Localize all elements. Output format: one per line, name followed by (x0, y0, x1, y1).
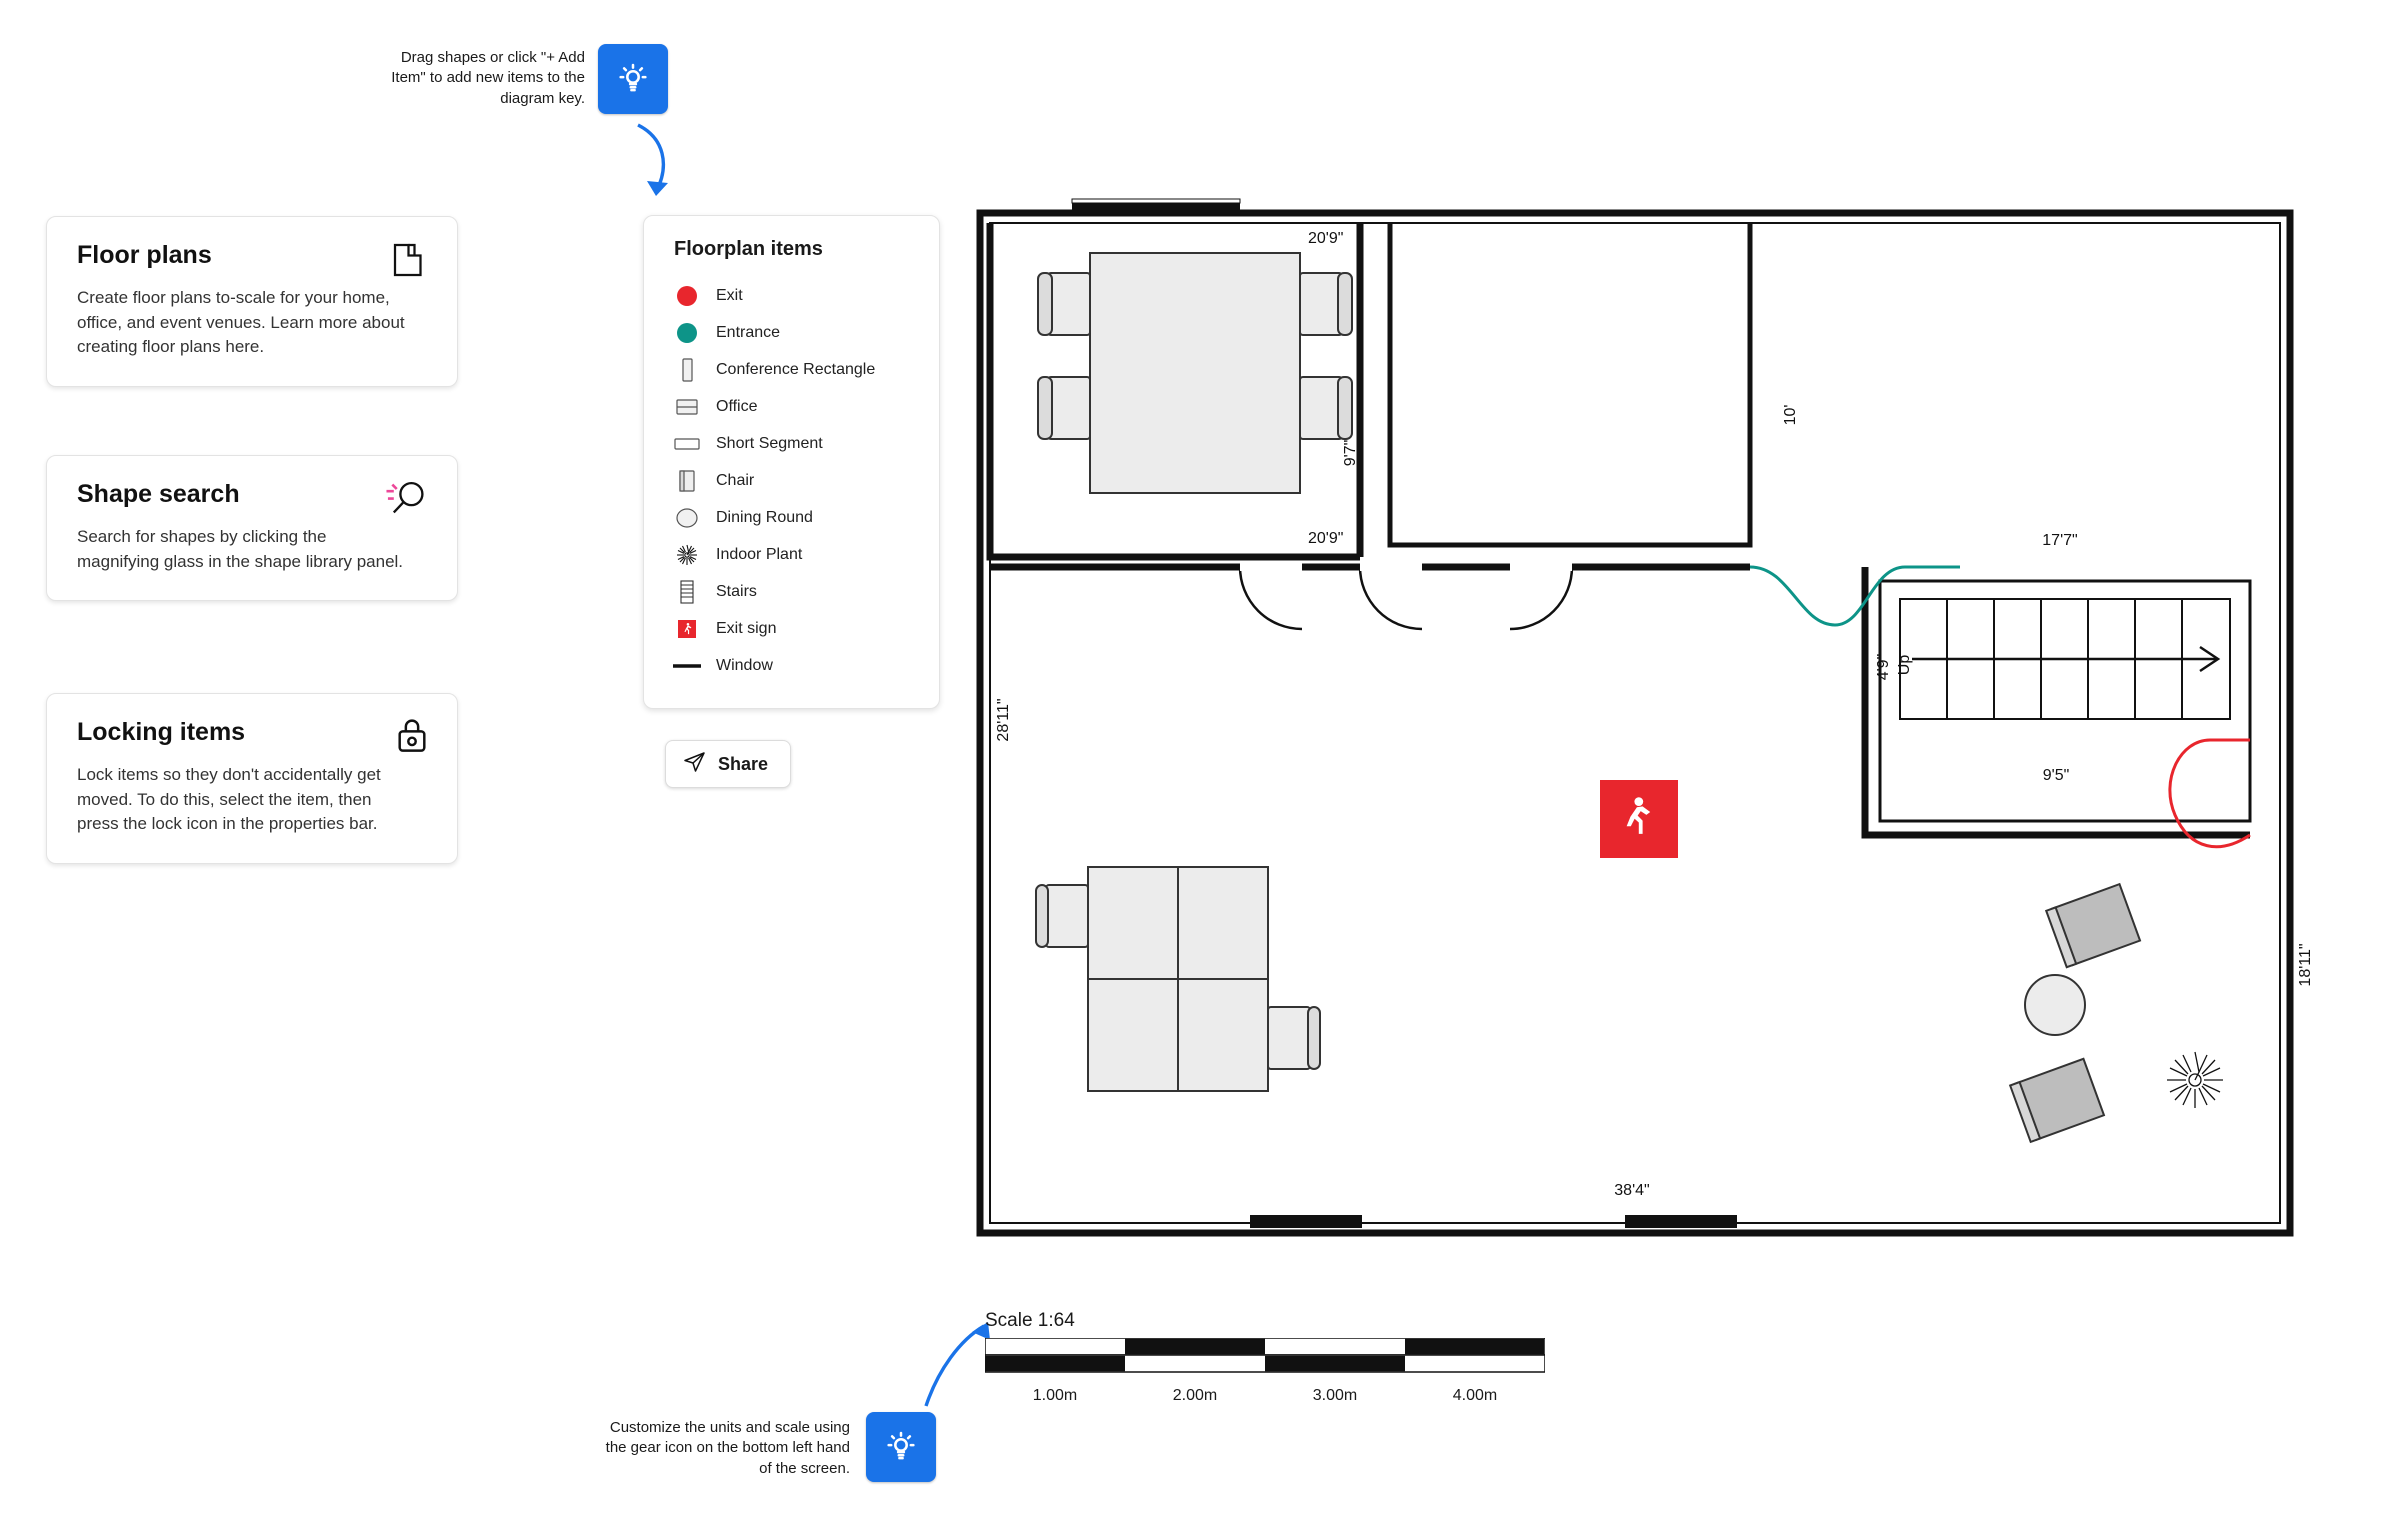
legend-item-window[interactable] (670, 647, 913, 684)
scale-bar-group[interactable] (985, 1310, 1545, 1405)
scale-tick: 2.00m (1172, 1387, 1218, 1404)
tip-arrow-top (630, 120, 690, 205)
dim-outer-left: 28'11" (995, 698, 1012, 742)
window-icon (670, 661, 704, 671)
legend-item-label: Indoor Plant (716, 545, 803, 563)
scale-tick: 1.00m (1032, 1387, 1078, 1404)
legend-item-office[interactable] (670, 388, 913, 425)
legend-item-label: Conference Rectangle (716, 360, 876, 378)
legend-item-conference-rectangle[interactable] (670, 351, 913, 388)
stairs-icon (670, 580, 704, 604)
card-locking-items[interactable] (46, 693, 458, 864)
card-shape-search[interactable] (46, 455, 458, 601)
legend-item-label: Exit (716, 286, 743, 304)
dining-round-shape (2025, 975, 2085, 1035)
dim-stairs-left: 4'9" (1875, 653, 1892, 681)
share-button-label: Share (718, 753, 769, 774)
lightbulb-icon[interactable] (598, 44, 668, 114)
scale-bar (985, 1338, 1545, 1376)
scale-title: Scale 1:64 (985, 1310, 1075, 1331)
exit-sign (1600, 780, 1678, 858)
chair-icon (670, 469, 704, 493)
legend-item-label: Entrance (716, 323, 781, 341)
legend-item-label: Short Segment (716, 434, 823, 452)
scale-ticks (985, 1387, 1545, 1405)
dim-conference-top: 20'9" (1308, 230, 1344, 247)
legend-title: Floorplan items (674, 238, 823, 260)
dim-conference-bottom: 20'9" (1308, 530, 1344, 547)
legend-item-short-segment[interactable] (670, 425, 913, 462)
legend-item-label: Office (716, 397, 758, 415)
legend-item-label: Exit sign (716, 619, 777, 637)
magnifier-icon (383, 478, 431, 527)
card-body: Create floor plans to-scale for your home, office, and event venues. Learn more about creating floor plans here. (77, 288, 405, 357)
card-title: Floor plans (77, 241, 212, 269)
legend-item-label: Window (716, 656, 773, 674)
dim-right-wall: 18'11" (2297, 943, 2314, 987)
legend-item-indoor-plant[interactable] (670, 536, 913, 573)
card-body: Search for shapes by clicking the magnifying glass in the shape library panel. (77, 527, 404, 571)
dim-outer-bottom: 38'4" (1614, 1182, 1650, 1199)
conference-rectangle-icon (670, 358, 704, 382)
card-body: Lock items so they don't accidentally get moved. To do this, select the item, then press the lock icon in the properties bar. (77, 765, 381, 834)
legend-item-label: Stairs (716, 582, 757, 600)
entrance-circle-icon (670, 322, 704, 344)
legend-item-dining-round[interactable] (670, 499, 913, 536)
legend-item-chair[interactable] (670, 462, 913, 499)
office-icon (670, 396, 704, 418)
legend-item-label: Chair (716, 471, 755, 489)
legend-item-exit[interactable] (670, 277, 913, 314)
lock-icon (393, 716, 431, 761)
legend-item-entrance[interactable] (670, 314, 913, 351)
floorplan-icon (389, 239, 431, 286)
floorplan-legend[interactable] (643, 215, 940, 709)
add-item-tip-text: Drag shapes or click "+ Add Item" to add new items to the diagram key. (391, 49, 585, 107)
dim-stairs-bottom: 9'5" (2042, 767, 2070, 784)
card-floor-plans[interactable] (46, 216, 458, 387)
short-segment-icon (670, 435, 704, 453)
dining-round-icon (670, 507, 704, 529)
exit-sign-icon (670, 618, 704, 640)
indoor-plant-icon (670, 543, 704, 567)
units-scale-tip-text: Customize the units and scale using the gear icon on the bottom left hand of the screen. (605, 1419, 850, 1477)
legend-item-label: Dining Round (716, 508, 813, 526)
legend-item-stairs[interactable] (670, 573, 913, 610)
send-icon (682, 750, 708, 779)
dim-office-right: 10' (1782, 404, 1799, 426)
share-button[interactable] (665, 740, 791, 788)
dim-conference-left: 9'7" (1342, 439, 1359, 467)
dim-stairs-top: 17'7" (2042, 532, 2078, 549)
card-title: Locking items (77, 718, 246, 746)
scale-tick: 3.00m (1312, 1387, 1358, 1404)
scale-tick: 4.00m (1452, 1387, 1498, 1404)
card-title: Shape search (77, 480, 240, 508)
floorplan-canvas[interactable] (960, 195, 2360, 1255)
stairs-direction-label: Up (1896, 654, 1913, 676)
legend-item-exit-sign[interactable] (670, 610, 913, 647)
exit-circle-icon (670, 285, 704, 307)
